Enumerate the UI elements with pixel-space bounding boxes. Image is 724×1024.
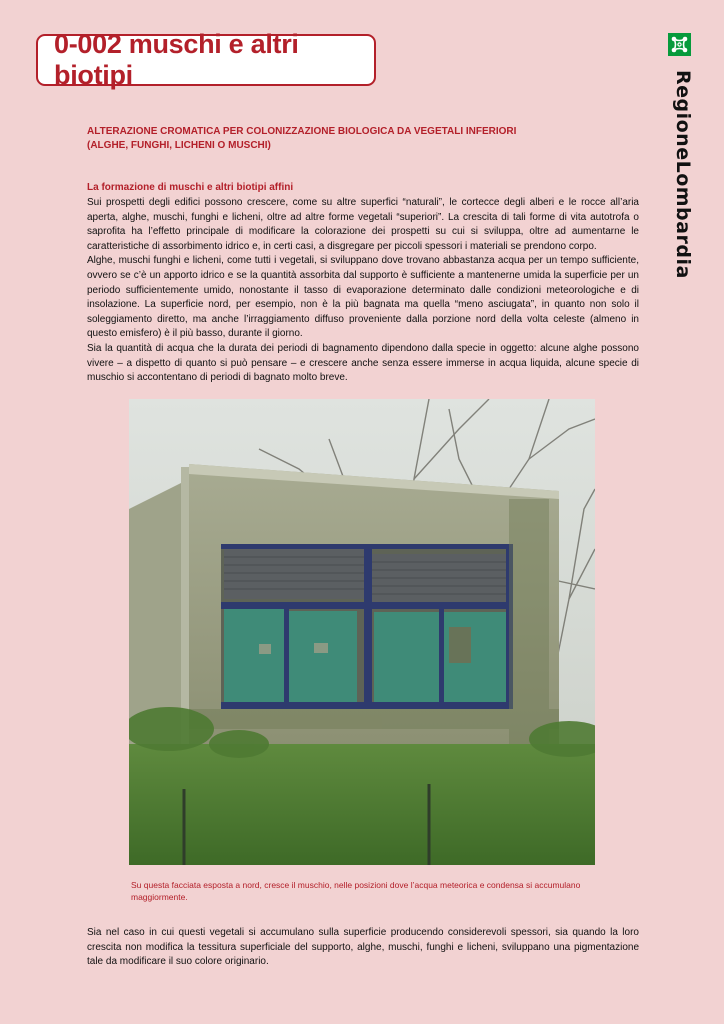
brand-name: RegioneLombardia: [672, 70, 694, 279]
paragraph-2: Alghe, muschi funghi e licheni, come tutti i vegetali, si sviluppano dove trovano abbastanza acqua per un tempo sufficiente, ovvero se c’è un apporto idrico e se la quantità assorbita dal supporto è sufficiente a mantenerne umida la superficie per un periodo sufficientemente umido, nonostante il tasso di evaporazione determinato dalle condizioni meteorologiche e di insolazione. La superficie nord, per esempio, non è la più bagnata ma quella “meno asciugata”, in quanto non solo il soleggiamento diretto, ma anche l’irraggiamento diffuso proveniente dalla porzione nord della volta celeste (almeno in questo emisfero) è il più basso, durante il giorno.: [87, 255, 639, 340]
page-title: 0-002 muschi e altri biotipi: [54, 29, 299, 90]
title-box: [36, 29, 376, 90]
paragraph-3: Sia la quantità di acqua che la durata dei periodi di bagnamento dipendono dalla specie in oggetto: alcune alghe possono vivere – a dispetto di quanto si può pensare – e crescere anche senza essere immerse in acqua liquida, alcune specie di muschio si accontentano di periodi di bagnato molto breve.: [87, 342, 639, 384]
photo-caption: Su questa facciata esposta a nord, cresce il muschio, nelle posizioni dove l’acqua meteorica e condensa si accumulano maggiormente.: [131, 880, 581, 902]
building-photo: [129, 399, 595, 865]
paragraph-1: Sui prospetti degli edifici possono crescere, come su altre superfici “naturali”, le cortecce degli alberi e le rocce all’aria aperta, alghe, muschi, funghi e licheni, oltre ad altre forme vegetali “superiori”. La crescita di tali forme di vita autotrofa o saprofita ha l’effetto principale di modificare la colorazione dei prospetti su cui si sviluppa, oltre ad aumentarne le caratteristiche di assorbimento idrico e, in certi casi, a disgregare per piccoli spessori i materiali se prendono corpo.: [87, 197, 639, 252]
rosa-camuna-icon: [668, 33, 691, 56]
subtitle-line-2: (ALGHE, FUNGHI, LICHENI O MUSCHI): [87, 140, 271, 151]
regione-lombardia-logo: [668, 33, 691, 56]
building-photo-illustration: [129, 399, 595, 865]
body-text: [87, 196, 639, 386]
section-heading: La formazione di muschi e altri biotipi affini: [87, 182, 294, 193]
subtitle-line-1: ALTERAZIONE CROMATICA PER COLONIZZAZIONE BIOLOGICA DA VEGETALI INFERIORI: [87, 126, 517, 137]
document-subtitle: [87, 125, 627, 153]
closing-paragraph: Sia nel caso in cui questi vegetali si accumulano sulla superficie producendo considerevoli spessori, sia quando la loro crescita non modifica la tessitura superficiale del supporto, alghe, muschi, funghi e licheni, sviluppano una pigmentazione tale da modificare il suo colore originario.: [87, 927, 639, 968]
